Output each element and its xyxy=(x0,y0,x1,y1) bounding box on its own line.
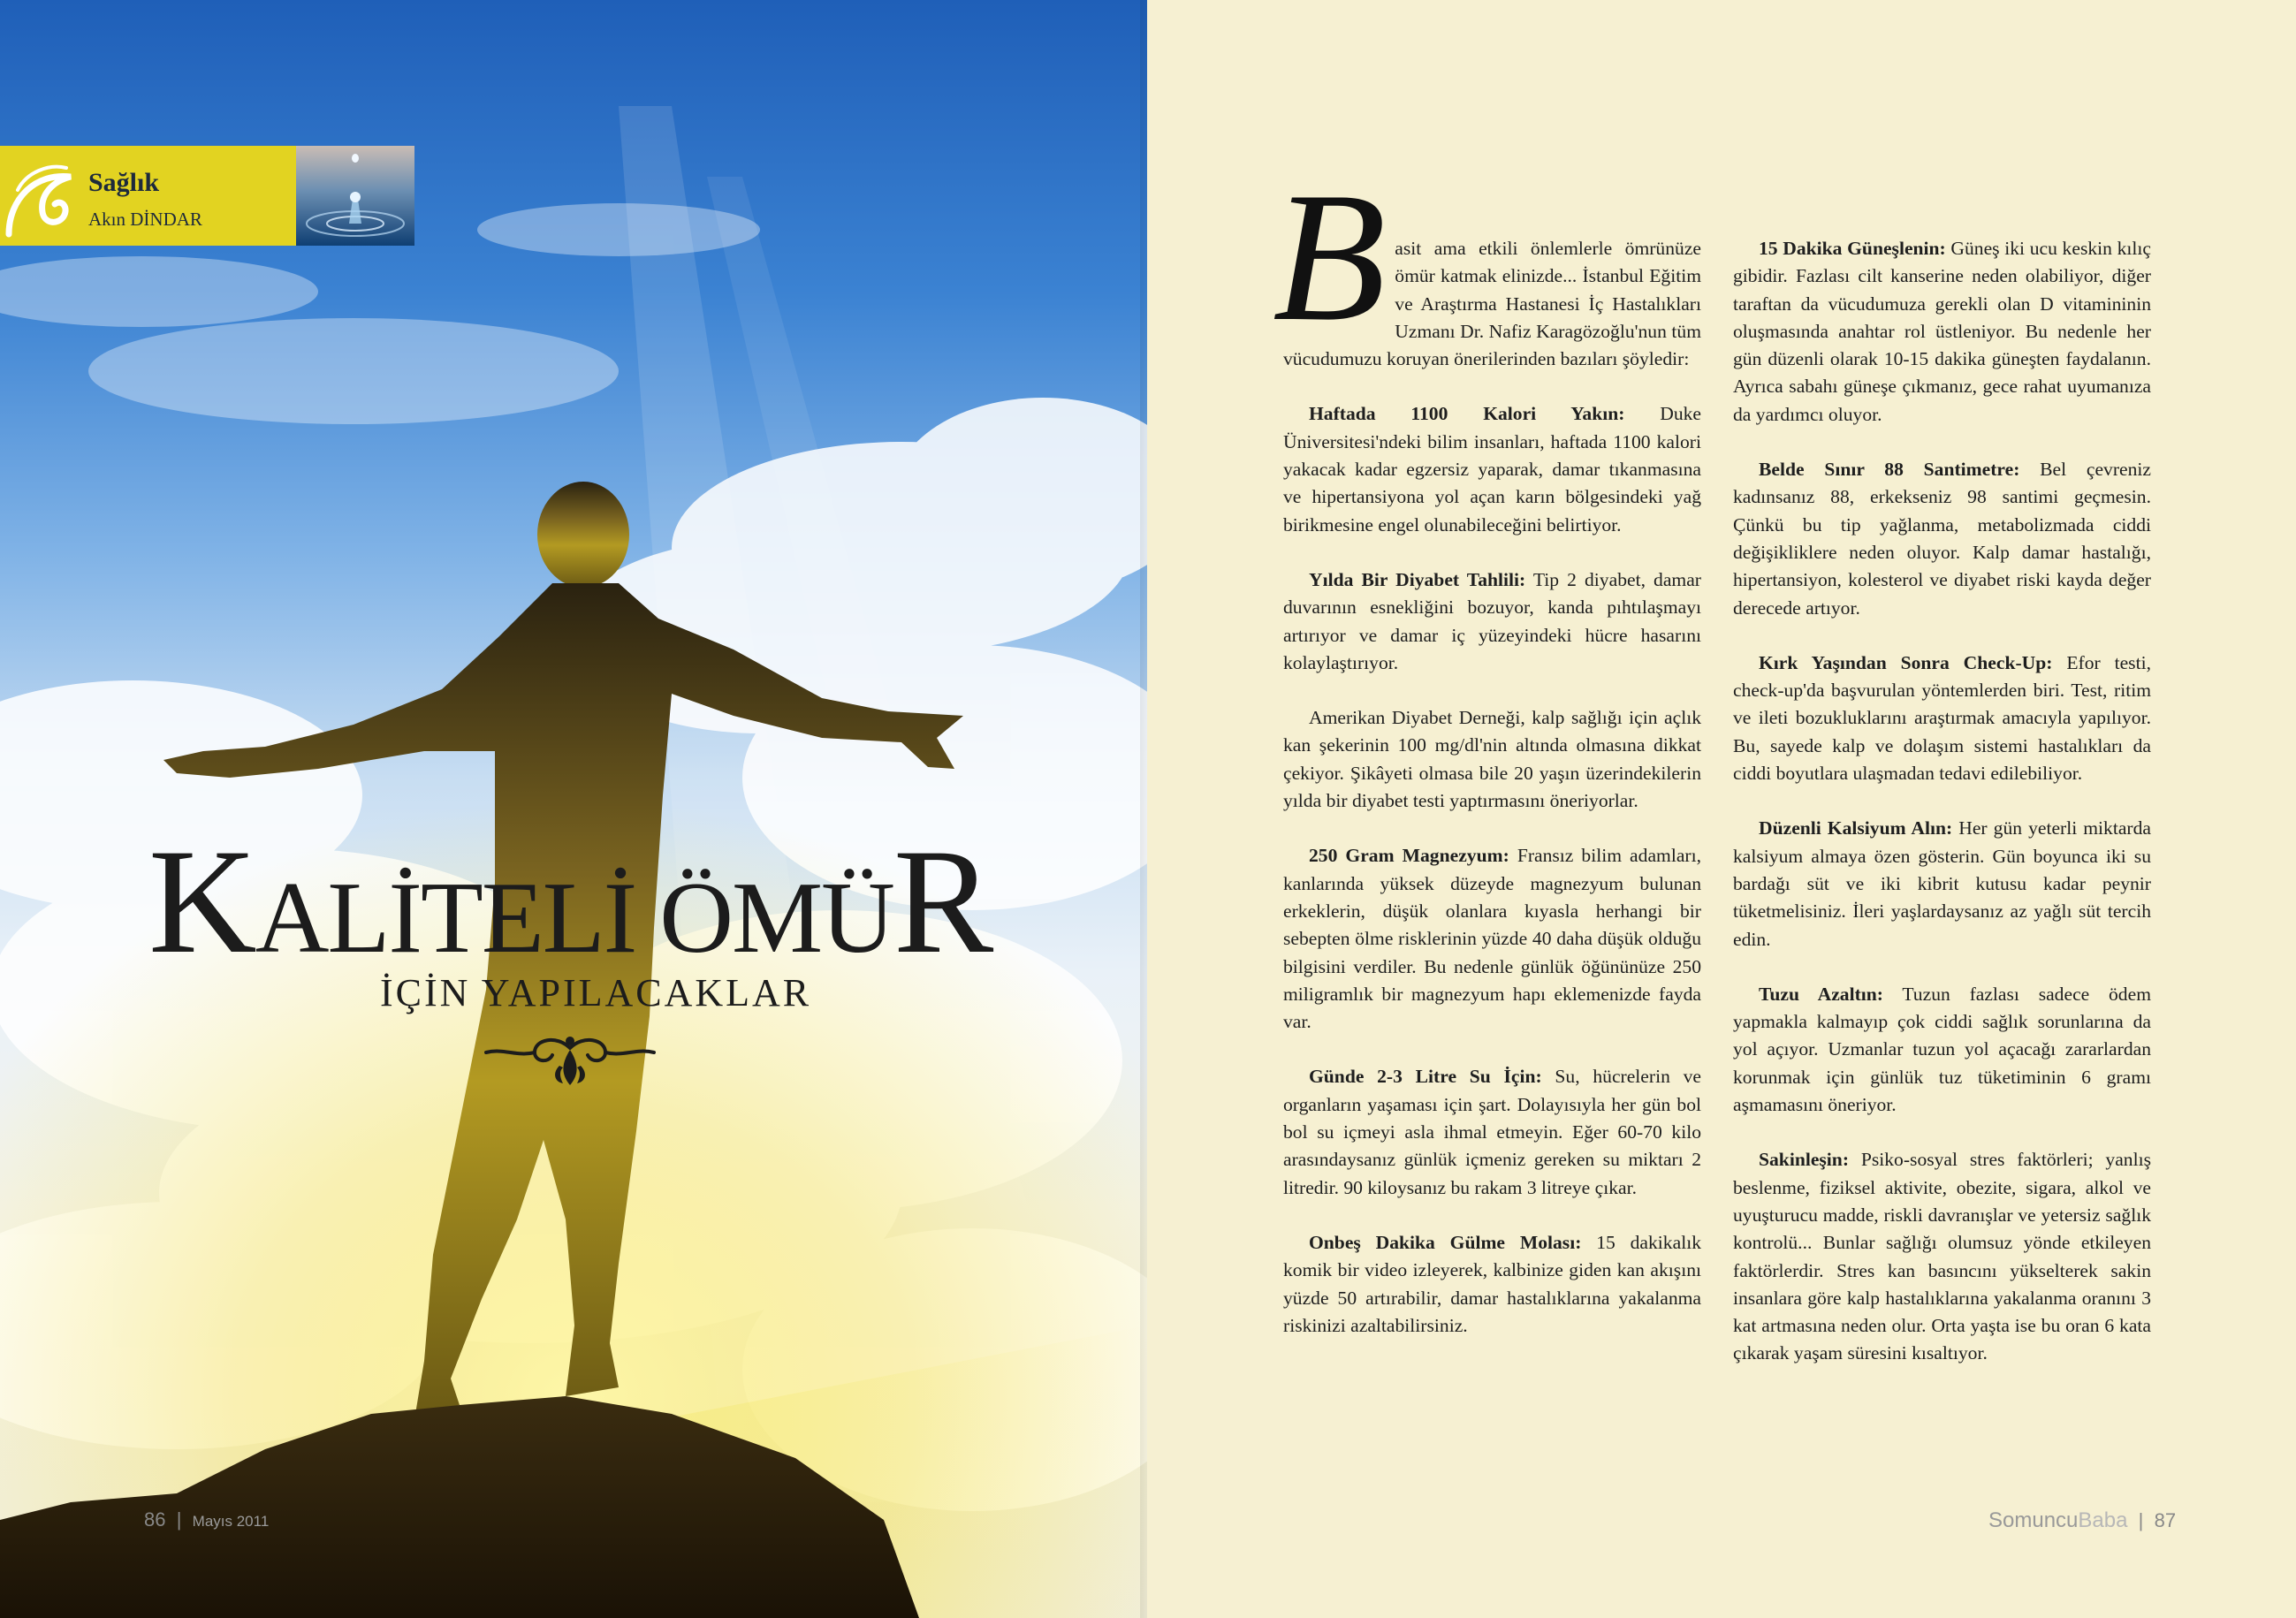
paragraph-heading: Günde 2-3 Litre Su İçin: xyxy=(1309,1066,1542,1088)
title-final: R xyxy=(893,818,992,984)
water-drop-icon xyxy=(296,146,414,246)
article-column-1 xyxy=(1273,155,1701,1367)
paragraph-text: Tip 2 diyabet, damar duvarının esnekliğini bozuyor, kanda pıhtılaşmayı artırıyor ve damar iç yüzeyindeki hücre hasarını kolaylaştırıyor. xyxy=(1283,568,1701,673)
title-initial: K xyxy=(148,818,255,984)
paragraph-text: Tuzun fazlası sadece ödem yapmakla kalmayıp çok ciddi sağlık sorunlarına da yol açıyor. Uzmanlar tuzun yol açacağı zararlardan korunmak için günlük tuz tüketiminin 6 gramı aşmamasını öneriyor. xyxy=(1733,983,2151,1116)
article-title xyxy=(148,818,1032,993)
swirl-ornament-icon xyxy=(0,146,88,246)
paragraph xyxy=(1733,235,2151,429)
paragraph-text: Bel çevreniz kadınsanız 88, erkekseniz 98 santimi geçmesin. Çünkü bu tip yağlanma, metabolizmada ciddi değişikliklere neden oluyor. Kalp damar hastalığı, hipertansiyon, kolesterol ve diyabet riski kayda değer derecede artıyor. xyxy=(1733,459,2152,619)
paragraph xyxy=(1733,649,2151,787)
paragraph-text: Güneş iki ucu keskin kılıç gibidir. Fazlası cilt kanserine neden olabiliyor, diğer taraftan da vücudumuza gerekli olan D vitamininin oluşmasında anahtar rol üstleniyor. Bu nedenle her gün düzenli olarak 10-15 dakika güneşten faydalanın. Ayrıca sabahı güneşe çıkmanız, gece rahat uyumanıza da yardımcı oluyor. xyxy=(1733,238,2151,425)
paragraph xyxy=(1283,1229,1701,1340)
paragraph-text: Su, hücrelerin ve organların yaşaması için şart. Dolayısıyla her gün bol bol su içmeyi asla ihmal etmeyin. Eğer 60-70 kilo arasındaysanız günlük içmeniz gereken su miktarı 2 litredir. 90 kiloysanız bu rakam 3 litreye çıkar. xyxy=(1283,1066,1701,1198)
paragraph-heading: Yılda Bir Diyabet Tahlili: xyxy=(1309,568,1526,590)
paragraph-heading: 15 Dakika Güneşlenin: xyxy=(1759,238,1946,259)
drop-cap: B xyxy=(1273,155,1387,360)
paragraph-text: Psiko-sosyal stres faktörleri; yanlış beslenme, fiziksel aktivite, obezite, sigara, alkol ve uyuşturucu madde, riskli davranışlar ve yetersiz sağlık kontrolü... Bunlar sağlığı olumsuz yönde etkileyen faktörlerdir. Stres kan basıncını yükselterek sakin insanlara göre kalp hastalıklarına yakalanma oranını 3 kat artmasına neden olur. Orta yaşta ise bu oran 6 kata çıkarak yaşam süresini kısaltıyor. xyxy=(1733,1149,2151,1364)
left-folio: 86 | Mayıs 2011 xyxy=(144,1508,270,1531)
paragraph xyxy=(1733,815,2151,953)
right-page-number: 87 xyxy=(2154,1509,2177,1531)
paragraph-heading: Onbeş Dakika Gülme Molası: xyxy=(1309,1231,1582,1253)
section-name: Sağlık xyxy=(88,168,160,197)
paragraph-text: Amerikan Diyabet Derneği, kalp sağlığı için açlık kan şekerinin 100 mg/dl'nin altında olmasına dikkat çekiyor. Şikâyeti olmasa bile 20 yaşın üzerindekilerin yılda bir diyabet testi yaptırmasını öneriyorlar. xyxy=(1283,707,1701,812)
brand-part-1: Somuncu xyxy=(1988,1508,2079,1532)
paragraph-heading: Belde Sınır 88 Santimetre: xyxy=(1759,459,2020,481)
paragraph-text: 15 dakikalık komik bir video izleyerek, kalbinize giden kan akışını yüzde 50 artırabilir, damar hastalıklarına yakalanma riskinizi azaltabilirsiniz. xyxy=(1283,1231,1701,1336)
paragraph-text: Fransız bilim adamları, kanlarında yüksek düzeyde magnezyum bulunan erkeklerin, düşük olanlara kıyasla herhangi bir sebepten ölme risklerinin yüzde 40 daha düşük olduğu bilgisini verdiler. Bu nedenle günlük öğününüze 250 miligramlık bir magnezyum hapı eklemenizde fayda var. xyxy=(1283,845,1701,1033)
paragraph xyxy=(1283,704,1701,815)
paragraph-text: Efor testi, check-up'da başvurulan yöntemlerden biri. Test, ritim ve ileti bozukluklarını araştırmak amacıyla yapılıyor. Bu, sayede kalp ve dolaşım sistemi hastalıkları da ciddi boyutlara ulaşmadan tedavi edilebiliyor. xyxy=(1733,651,2151,785)
paragraph xyxy=(1283,566,1701,677)
issue-date: Mayıs 2011 xyxy=(192,1513,270,1530)
paragraph xyxy=(1733,1146,2151,1367)
flourish-ornament-icon xyxy=(482,1030,658,1092)
article-subtitle: İÇİN YAPILACAKLAR xyxy=(380,971,812,1014)
paragraph xyxy=(1283,842,1701,1036)
paragraph-text: Her gün yeterli miktarda kalsiyum almaya özen gösterin. Gün boyunca iki su bardağı süt ve iki kibrit kutusu kadar peynir tüketmelisiniz. İleri yaşlardaysanız az yağlı süt tercih edin. xyxy=(1733,817,2151,950)
author-name: Akın DİNDAR xyxy=(88,209,202,230)
paragraph-heading: Düzenli Kalsiyum Alın: xyxy=(1759,817,1953,839)
article-column-2 xyxy=(1733,235,2151,1395)
right-folio: SomuncuBaba | 87 xyxy=(1988,1508,2177,1532)
left-page-number: 86 xyxy=(144,1508,166,1531)
paragraph xyxy=(1733,456,2151,622)
title-middle: ALİTELİ ÖMÜ xyxy=(255,862,893,975)
brand-part-2: Baba xyxy=(2078,1508,2128,1532)
intro-text: asit ama etkili önlemlerle ömrünüze ömür katmak elinizde... İstanbul Eğitim ve Araştırma Hastanesi İç Hastalıkları Uzmanı Dr. Nafiz Karagözoğlu'nun tüm vücudumuzu koruyan önerilerinden bazıları şöyledir: xyxy=(1283,238,1701,370)
paragraph-heading: 250 Gram Magnezyum: xyxy=(1309,845,1509,867)
paragraph xyxy=(1283,400,1701,538)
paragraph-heading: Haftada 1100 Kalori Yakın: xyxy=(1309,403,1625,425)
paragraph-heading: Tuzu Azaltın: xyxy=(1759,983,1883,1005)
paragraph-heading: Kırk Yaşından Sonra Check-Up: xyxy=(1759,651,2053,673)
paragraph-text: Duke Üniversitesi'ndeki bilim insanları, haftada 1100 kalori yakacak kadar egzersiz yaparak, damar tıkanmasına ve hipertansiyona yol açan karın bölgesindeki yağ birikmesine engel olunabileceğini belirtiyor. xyxy=(1283,403,1701,536)
paragraph xyxy=(1733,981,2151,1119)
paragraph xyxy=(1283,1063,1701,1201)
magazine-brand xyxy=(1988,1508,2127,1532)
paragraph-heading: Sakinleşin: xyxy=(1759,1149,1850,1171)
article-intro xyxy=(1273,155,1701,373)
left-page xyxy=(0,0,1147,1618)
water-drop-thumbnail xyxy=(296,146,414,246)
